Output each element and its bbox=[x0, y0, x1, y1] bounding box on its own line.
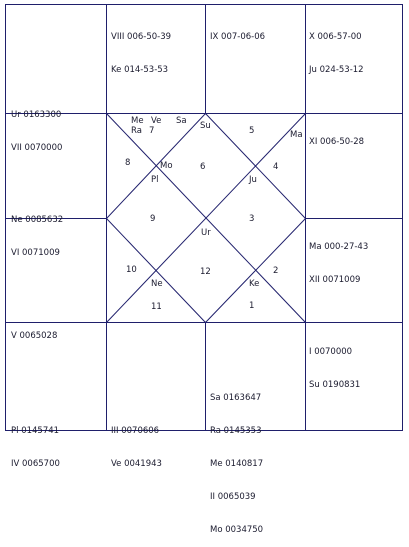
cell-line: I 0070000 bbox=[309, 347, 353, 357]
cell-line: Ne 0085632 bbox=[11, 215, 64, 225]
planet-ke: Ke bbox=[249, 279, 260, 289]
cell-top-right bbox=[309, 10, 364, 87]
planet-su: Su bbox=[200, 121, 211, 131]
cell-top-left bbox=[11, 88, 62, 165]
planet-mo: Mo bbox=[160, 161, 173, 171]
house-4: 4 bbox=[273, 162, 279, 172]
cell-line: VII 0070000 bbox=[11, 143, 63, 153]
planet-ma: Ma bbox=[290, 130, 303, 140]
house-10: 10 bbox=[126, 265, 137, 275]
planet-ju: Ju bbox=[249, 175, 257, 185]
house-6: 6 bbox=[200, 162, 206, 172]
cell-line: VI 0071009 bbox=[11, 248, 60, 258]
house-7: 7 bbox=[149, 126, 155, 136]
cell-line: XII 0071009 bbox=[309, 275, 361, 285]
cell-line: Ra 0145353 bbox=[210, 426, 262, 436]
planet-me: Me bbox=[131, 116, 144, 126]
planet-ve: Ve bbox=[151, 116, 162, 126]
cell-mid-left-upper bbox=[11, 193, 63, 270]
cell-top-mid-right bbox=[210, 10, 265, 54]
cell-line: Ma 000-27-43 bbox=[309, 242, 369, 252]
cell-line: Ke 014-53-53 bbox=[111, 65, 169, 75]
cell-line: Su 0190831 bbox=[309, 380, 361, 390]
cell-line: Ur 0163300 bbox=[11, 110, 62, 120]
cell-line: V 0065028 bbox=[11, 331, 58, 341]
planet-ur: Ur bbox=[201, 228, 211, 238]
house-8: 8 bbox=[125, 158, 131, 168]
cell-line: IX 007-06-06 bbox=[210, 32, 266, 42]
cell-bottom-left bbox=[11, 404, 60, 481]
cell-line: III 0070606 bbox=[111, 426, 160, 436]
cell-line: II 0065039 bbox=[210, 492, 256, 502]
house-9: 9 bbox=[150, 214, 156, 224]
house-12: 12 bbox=[200, 267, 211, 277]
planet-ra: Ra bbox=[131, 126, 142, 136]
center-labels bbox=[125, 116, 303, 312]
cell-bottom-right bbox=[309, 325, 360, 402]
cell-bottom-mid-left bbox=[111, 404, 162, 481]
cell-line: Ve 0041943 bbox=[111, 459, 162, 469]
cell-line: Ju 024-53-12 bbox=[309, 65, 364, 75]
cell-top-mid-left bbox=[111, 10, 171, 87]
cell-mid-left-lower bbox=[11, 309, 57, 353]
cell-line: IV 0065700 bbox=[11, 459, 60, 469]
cell-bottom-mid-right bbox=[210, 371, 263, 547]
cell-mid-right-lower bbox=[309, 220, 368, 297]
house-3: 3 bbox=[249, 214, 255, 224]
cell-line: VIII 006-50-39 bbox=[111, 32, 172, 42]
house-5: 5 bbox=[249, 126, 255, 136]
cell-line: Me 0140817 bbox=[210, 459, 264, 469]
cell-mid-right-upper bbox=[309, 115, 364, 159]
house-1: 1 bbox=[249, 301, 255, 311]
house-11: 11 bbox=[151, 302, 162, 312]
cell-line: XI 006-50-28 bbox=[309, 137, 365, 147]
house-2: 2 bbox=[273, 266, 279, 276]
cell-line: X 006-57-00 bbox=[309, 32, 362, 42]
planet-ne: Ne bbox=[151, 279, 163, 289]
planet-pl: Pl bbox=[151, 175, 159, 185]
planet-sa: Sa bbox=[176, 116, 187, 126]
cell-line: Sa 0163647 bbox=[210, 393, 262, 403]
cell-line: Mo 0034750 bbox=[210, 525, 264, 535]
cell-line: Pl 0145741 bbox=[11, 426, 60, 436]
